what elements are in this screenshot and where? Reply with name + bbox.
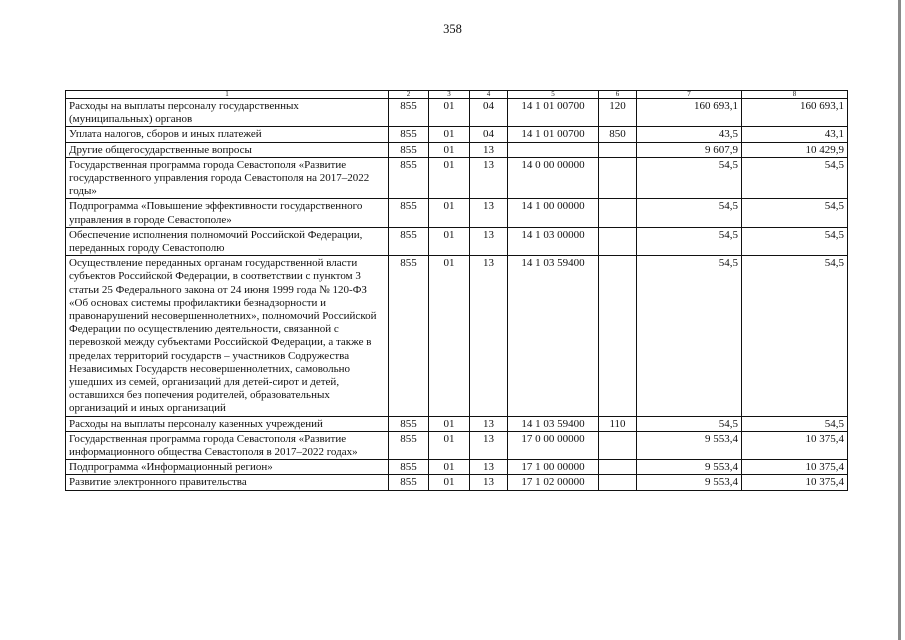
- ministry-code-cell: 855: [389, 99, 429, 127]
- item-name-cell: Государственная программа города Севастополя «Развитие информационного общества Севастополя в 2017–2022 годах»: [66, 431, 389, 459]
- subsection-code-cell: 13: [470, 416, 508, 431]
- amount-year1-cell: 9 553,4: [637, 460, 742, 475]
- table-row: [66, 475, 848, 490]
- amount-year1-cell: 160 693,1: [637, 99, 742, 127]
- section-code-cell: 01: [429, 227, 470, 255]
- ministry-code-cell: 855: [389, 157, 429, 199]
- subsection-code-cell: 13: [470, 431, 508, 459]
- table-row: [66, 199, 848, 227]
- amount-year2-cell: 160 693,1: [742, 99, 848, 127]
- table-row: [66, 99, 848, 127]
- target-article-cell: 14 1 00 00000: [508, 199, 599, 227]
- expense-type-cell: [599, 475, 637, 490]
- amount-year2-cell: 10 375,4: [742, 475, 848, 490]
- subsection-code-cell: 04: [470, 127, 508, 142]
- expense-type-cell: [599, 227, 637, 255]
- item-name-cell: Подпрограмма «Информационный регион»: [66, 460, 389, 475]
- section-code-cell: 01: [429, 460, 470, 475]
- expense-type-cell: [599, 142, 637, 157]
- section-code-cell: 01: [429, 99, 470, 127]
- page-number: 358: [443, 22, 462, 36]
- item-name-cell: Расходы на выплаты персоналу казенных учреждений: [66, 416, 389, 431]
- column-number: 8: [742, 91, 848, 99]
- section-code-cell: 01: [429, 142, 470, 157]
- target-article-cell: 14 0 00 00000: [508, 157, 599, 199]
- table-row: [66, 256, 848, 416]
- expense-type-cell: [599, 460, 637, 475]
- expense-type-cell: [599, 199, 637, 227]
- item-name-cell: Осуществление переданных органам государственной власти субъектов Российской Федерации, в соответствии с пунктом 3 статьи 25 Федерального закона от 24 июня 1999 года № 120-ФЗ «Об основах системы профилактики безнадзорности и правонарушений несовершеннолетних», полномочий Российской Федерации по осуществлению деятельности, связанной с перевозкой между субъектами Российской Федерации, а также в пределах территорий государств – участников Содружества Независимых Государств несовершеннолетних, самовольно ушедших из семей, организаций для детей-сирот и детей, оставшихся без попечения родителей, образовательных организаций и иных организаций: [66, 256, 389, 416]
- amount-year2-cell: 54,5: [742, 199, 848, 227]
- section-code-cell: 01: [429, 256, 470, 416]
- ministry-code-cell: 855: [389, 142, 429, 157]
- section-code-cell: 01: [429, 431, 470, 459]
- target-article-cell: [508, 142, 599, 157]
- amount-year2-cell: 43,1: [742, 127, 848, 142]
- target-article-cell: 14 1 03 59400: [508, 256, 599, 416]
- item-name-cell: Подпрограмма «Повышение эффективности государственного управления в городе Севастополе»: [66, 199, 389, 227]
- column-number: 7: [637, 91, 742, 99]
- expense-type-cell: 850: [599, 127, 637, 142]
- expense-type-cell: [599, 431, 637, 459]
- item-name-cell: Расходы на выплаты персоналу государственных (муниципальных) органов: [66, 99, 389, 127]
- table-row: [66, 227, 848, 255]
- expense-type-cell: 110: [599, 416, 637, 431]
- target-article-cell: 17 1 00 00000: [508, 460, 599, 475]
- column-number: 4: [470, 91, 508, 99]
- ministry-code-cell: 855: [389, 431, 429, 459]
- table-row: [66, 142, 848, 157]
- target-article-cell: 14 1 03 59400: [508, 416, 599, 431]
- table-row: [66, 416, 848, 431]
- subsection-code-cell: 13: [470, 157, 508, 199]
- amount-year2-cell: 54,5: [742, 256, 848, 416]
- amount-year1-cell: 54,5: [637, 157, 742, 199]
- subsection-code-cell: 13: [470, 227, 508, 255]
- item-name-cell: Уплата налогов, сборов и иных платежей: [66, 127, 389, 142]
- expense-type-cell: [599, 256, 637, 416]
- target-article-cell: 14 1 01 00700: [508, 127, 599, 142]
- amount-year1-cell: 9 553,4: [637, 475, 742, 490]
- section-code-cell: 01: [429, 416, 470, 431]
- section-code-cell: 01: [429, 475, 470, 490]
- amount-year1-cell: 54,5: [637, 256, 742, 416]
- item-name-cell: Обеспечение исполнения полномочий Российской Федерации, переданных городу Севастополю: [66, 227, 389, 255]
- ministry-code-cell: 855: [389, 460, 429, 475]
- amount-year2-cell: 54,5: [742, 416, 848, 431]
- target-article-cell: 17 0 00 00000: [508, 431, 599, 459]
- column-number: 2: [389, 91, 429, 99]
- item-name-cell: Другие общегосударственные вопросы: [66, 142, 389, 157]
- column-number: 1: [66, 91, 389, 99]
- target-article-cell: 14 1 01 00700: [508, 99, 599, 127]
- ministry-code-cell: 855: [389, 127, 429, 142]
- target-article-cell: 17 1 02 00000: [508, 475, 599, 490]
- column-number-row: [66, 91, 848, 99]
- table-row: [66, 157, 848, 199]
- amount-year1-cell: 9 553,4: [637, 431, 742, 459]
- subsection-code-cell: 13: [470, 475, 508, 490]
- table-row: [66, 127, 848, 142]
- page-edge-shadow: [898, 0, 901, 640]
- table-row: [66, 431, 848, 459]
- budget-table: [65, 90, 848, 491]
- amount-year2-cell: 54,5: [742, 227, 848, 255]
- ministry-code-cell: 855: [389, 416, 429, 431]
- expense-type-cell: 120: [599, 99, 637, 127]
- item-name-cell: Развитие электронного правительства: [66, 475, 389, 490]
- amount-year1-cell: 9 607,9: [637, 142, 742, 157]
- ministry-code-cell: 855: [389, 256, 429, 416]
- amount-year2-cell: 10 375,4: [742, 431, 848, 459]
- amount-year1-cell: 54,5: [637, 416, 742, 431]
- amount-year2-cell: 54,5: [742, 157, 848, 199]
- ministry-code-cell: 855: [389, 199, 429, 227]
- amount-year1-cell: 54,5: [637, 227, 742, 255]
- amount-year1-cell: 54,5: [637, 199, 742, 227]
- item-name-cell: Государственная программа города Севастополя «Развитие государственного управления города Севастополя на 2017–2022 годы»: [66, 157, 389, 199]
- section-code-cell: 01: [429, 127, 470, 142]
- column-number: 3: [429, 91, 470, 99]
- section-code-cell: 01: [429, 199, 470, 227]
- ministry-code-cell: 855: [389, 227, 429, 255]
- section-code-cell: 01: [429, 157, 470, 199]
- column-number: 6: [599, 91, 637, 99]
- target-article-cell: 14 1 03 00000: [508, 227, 599, 255]
- subsection-code-cell: 13: [470, 256, 508, 416]
- subsection-code-cell: 04: [470, 99, 508, 127]
- expense-type-cell: [599, 157, 637, 199]
- subsection-code-cell: 13: [470, 199, 508, 227]
- amount-year2-cell: 10 429,9: [742, 142, 848, 157]
- subsection-code-cell: 13: [470, 142, 508, 157]
- column-number: 5: [508, 91, 599, 99]
- subsection-code-cell: 13: [470, 460, 508, 475]
- amount-year1-cell: 43,5: [637, 127, 742, 142]
- table-row: [66, 460, 848, 475]
- amount-year2-cell: 10 375,4: [742, 460, 848, 475]
- ministry-code-cell: 855: [389, 475, 429, 490]
